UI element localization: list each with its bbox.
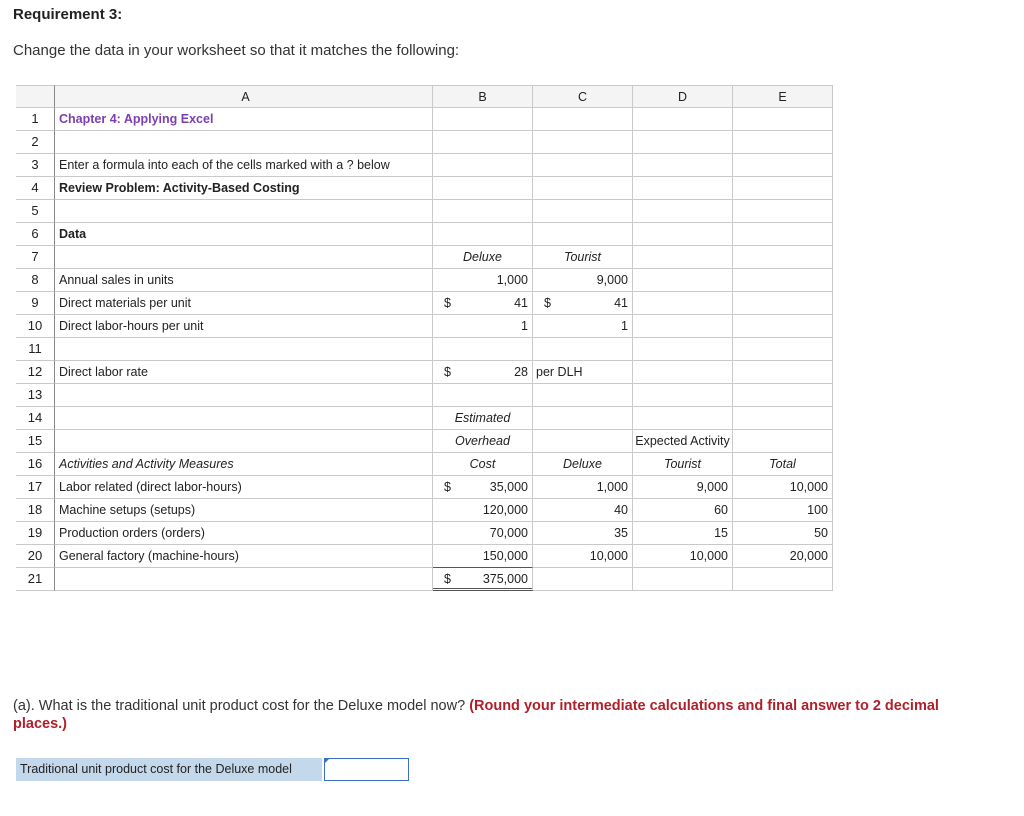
cell-c14[interactable] [533,407,633,430]
rounding-instruction: (Round your intermediate calculations and final answer to 2 decimal places.) [13,698,939,732]
question-prompt: (a). What is the traditional unit product cost for the Deluxe model now? [13,698,466,714]
row-number: 14 [16,407,55,430]
cell-a19[interactable]: Production orders (orders) [55,522,433,545]
cell-e12[interactable] [733,361,833,384]
cell-c15[interactable] [533,430,633,453]
table-row [16,177,833,200]
cell-d18[interactable] [633,499,733,522]
row-number: 17 [16,476,55,499]
cell-c17[interactable] [533,476,633,499]
cell-d10[interactable] [633,315,733,338]
cell-e15[interactable] [733,430,833,453]
cell-value: 10,000 [689,549,728,563]
cell-value: 10,000 [789,480,828,494]
row-number: 21 [16,568,55,591]
cell-e4[interactable] [733,177,833,200]
requirement-title: Requirement 3: [13,6,123,23]
row-number: 9 [16,292,55,315]
table-row [16,223,833,246]
column-header-c[interactable]: C [533,85,633,108]
cell-b11[interactable] [433,338,533,361]
row-number: 2 [16,131,55,154]
currency-symbol: $ [444,480,451,494]
cell-e13[interactable] [733,384,833,407]
cell-e7[interactable] [733,246,833,269]
cell-a17[interactable]: Labor related (direct labor-hours) [55,476,433,499]
cell-b5[interactable] [433,200,533,223]
row-number: 7 [16,246,55,269]
table-row [16,269,833,292]
cell-d12[interactable] [633,361,733,384]
currency-symbol: $ [544,296,551,310]
row-number: 19 [16,522,55,545]
cell-a3[interactable]: Enter a formula into each of the cells marked with a ? below [55,154,433,177]
cell-d17[interactable] [633,476,733,499]
table-row [16,568,833,591]
cell-b10[interactable] [433,315,533,338]
table-row [16,338,833,361]
cell-d19[interactable] [633,522,733,545]
cell-value: 40 [614,503,628,517]
cell-c12[interactable]: per DLH [533,361,633,384]
cell-b2[interactable] [433,131,533,154]
cell-e19[interactable] [733,522,833,545]
cell-e10[interactable] [733,315,833,338]
cell-value: 50 [814,526,828,540]
cell-d9[interactable] [633,292,733,315]
table-row [16,476,833,499]
row-number: 6 [16,223,55,246]
cell-d14[interactable] [633,407,733,430]
row-number: 15 [16,430,55,453]
cell-b19[interactable] [433,522,533,545]
cell-value: 120,000 [482,503,528,517]
cell-value: 35 [614,526,628,540]
cell-e14[interactable] [733,407,833,430]
row-number: 1 [16,108,55,131]
table-row [16,407,833,430]
instruction-text: Change the data in your worksheet so that it matches the following: [13,42,460,59]
cell-d3[interactable] [633,154,733,177]
row-number: 13 [16,384,55,407]
cell-value: 10,000 [589,549,628,563]
cell-c5[interactable] [533,200,633,223]
cell-a13[interactable] [55,384,433,407]
cell-b8[interactable] [433,269,533,292]
row-number: 12 [16,361,55,384]
cell-c13[interactable] [533,384,633,407]
cell-b1[interactable] [433,108,533,131]
column-header-a[interactable]: A [55,85,433,108]
cell-c4[interactable] [533,177,633,200]
cell-c3[interactable] [533,154,633,177]
cell-a8[interactable]: Annual sales in units [55,269,433,292]
cell-e11[interactable] [733,338,833,361]
cell-a2[interactable] [55,131,433,154]
cell-a7[interactable] [55,246,433,269]
cell-value: 41 [514,296,528,310]
row-number: 18 [16,499,55,522]
table-row [16,453,833,476]
cell-e2[interactable] [733,131,833,154]
cell-value: 15 [714,526,728,540]
cell-d16[interactable]: Tourist [633,453,733,476]
table-row [16,361,833,384]
cell-value: 28 [514,365,528,379]
column-header-d[interactable]: D [633,85,733,108]
cell-d11[interactable] [633,338,733,361]
table-row [16,384,833,407]
row-number: 10 [16,315,55,338]
cell-value: 9,000 [696,480,728,494]
cell-d1[interactable] [633,108,733,131]
cell-b15[interactable]: Overhead [433,430,533,453]
row-number: 5 [16,200,55,223]
corner-cell [16,85,55,108]
cell-b20[interactable] [433,545,533,568]
cell-value: 60 [714,503,728,517]
currency-symbol: $ [444,572,451,586]
row-number: 4 [16,177,55,200]
table-row [16,545,833,568]
row-number: 20 [16,545,55,568]
row-number: 11 [16,338,55,361]
cell-a11[interactable] [55,338,433,361]
cell-e20[interactable] [733,545,833,568]
cell-value: 375,000 [482,572,528,586]
cell-e17[interactable] [733,476,833,499]
cell-value: 100 [807,503,828,517]
table-row [16,154,833,177]
table-row [16,131,833,154]
row-number: 3 [16,154,55,177]
cell-a14[interactable] [55,407,433,430]
cell-c8[interactable] [533,269,633,292]
table-row [16,315,833,338]
cell-a9[interactable]: Direct materials per unit [55,292,433,315]
cell-a12[interactable]: Direct labor rate [55,361,433,384]
cell-b9[interactable] [433,292,533,315]
cell-c1[interactable] [533,108,633,131]
cell-d21[interactable] [633,568,733,591]
cell-value: 20,000 [789,549,828,563]
cell-e1[interactable] [733,108,833,131]
cell-d15[interactable]: Expected Activity [633,430,733,453]
table-row [16,108,833,131]
cell-b21[interactable] [433,568,533,591]
cell-b17[interactable] [433,476,533,499]
cell-a4[interactable]: Review Problem: Activity-Based Costing [55,177,433,200]
cell-d8[interactable] [633,269,733,292]
cell-b14[interactable]: Estimated [433,407,533,430]
cell-c11[interactable] [533,338,633,361]
cell-c16[interactable]: Deluxe [533,453,633,476]
cell-b13[interactable] [433,384,533,407]
cell-e5[interactable] [733,200,833,223]
cell-c7[interactable]: Tourist [533,246,633,269]
cell-c20[interactable] [533,545,633,568]
table-row [16,522,833,545]
cell-value: 1 [521,319,528,333]
cell-value: 41 [614,296,628,310]
cell-e6[interactable] [733,223,833,246]
currency-symbol: $ [444,365,451,379]
table-row [16,200,833,223]
cell-a21[interactable] [55,568,433,591]
question-text [13,697,973,733]
table-row [16,499,833,522]
cell-value: 35,000 [489,480,528,494]
cell-value: 1,000 [596,480,628,494]
cell-c2[interactable] [533,131,633,154]
cell-c19[interactable] [533,522,633,545]
table-row [16,246,833,269]
answer-input[interactable] [324,758,409,781]
cell-c6[interactable] [533,223,633,246]
cell-a20[interactable]: General factory (machine-hours) [55,545,433,568]
cell-a15[interactable] [55,430,433,453]
table-row [16,430,833,453]
cell-e21[interactable] [733,568,833,591]
cell-d4[interactable] [633,177,733,200]
cell-value: 1,000 [496,273,528,287]
cell-a6[interactable]: Data [55,223,433,246]
cell-b3[interactable] [433,154,533,177]
cell-value: 70,000 [489,526,528,540]
cell-a5[interactable] [55,200,433,223]
cell-b18[interactable] [433,499,533,522]
column-header-b[interactable]: B [433,85,533,108]
column-header-e[interactable]: E [733,85,833,108]
cell-value: 1 [621,319,628,333]
cell-d20[interactable] [633,545,733,568]
table-row [16,292,833,315]
cell-value: 9,000 [596,273,628,287]
currency-symbol: $ [444,296,451,310]
column-header-row [16,85,833,108]
cell-e9[interactable] [733,292,833,315]
cell-b16[interactable]: Cost [433,453,533,476]
cell-c18[interactable] [533,499,633,522]
row-number: 16 [16,453,55,476]
answer-label: Traditional unit product cost for the Deluxe model [16,758,322,781]
cell-c9[interactable] [533,292,633,315]
cell-b6[interactable] [433,223,533,246]
cell-c21[interactable] [533,568,633,591]
cell-b4[interactable] [433,177,533,200]
cell-d5[interactable] [633,200,733,223]
row-number: 8 [16,269,55,292]
cell-a18[interactable]: Machine setups (setups) [55,499,433,522]
cell-d7[interactable] [633,246,733,269]
cell-d6[interactable] [633,223,733,246]
cell-d2[interactable] [633,131,733,154]
input-marker-icon [324,758,330,764]
cell-a1[interactable]: Chapter 4: Applying Excel [55,108,433,131]
cell-a16[interactable]: Activities and Activity Measures [55,453,433,476]
cell-e8[interactable] [733,269,833,292]
cell-e3[interactable] [733,154,833,177]
cell-d13[interactable] [633,384,733,407]
cell-c10[interactable] [533,315,633,338]
cell-e16[interactable]: Total [733,453,833,476]
cell-a10[interactable]: Direct labor-hours per unit [55,315,433,338]
cell-e18[interactable] [733,499,833,522]
cell-value: 150,000 [482,549,528,563]
cell-b12[interactable] [433,361,533,384]
cell-b7[interactable]: Deluxe [433,246,533,269]
